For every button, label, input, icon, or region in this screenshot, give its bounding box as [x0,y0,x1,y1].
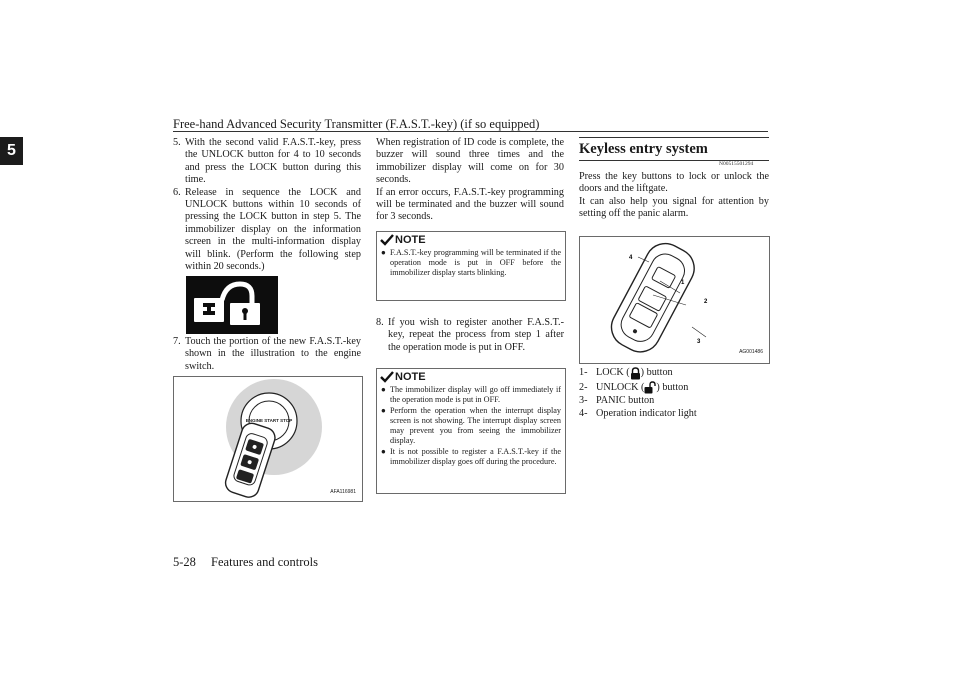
step-5 [173,137,361,187]
step-8-num: 8. [376,317,384,328]
note-box-1 [376,231,566,301]
footer-section: Features and controls [211,555,318,569]
note-2-label: NOTE [395,371,426,383]
callout-3: 3 [697,339,701,345]
step-8-block [376,317,564,354]
unlock-icon [644,381,656,394]
step-6 [173,187,361,274]
engine-switch-label: ENGINE START STOP [245,418,293,423]
step-8 [376,317,564,354]
key-legend [579,366,769,421]
left-figure-code: AFA116981 [330,489,356,495]
right-figure-code: AG001486 [739,349,763,355]
note-check-icon [379,370,395,384]
callout-4: 4 [629,255,633,261]
header-rule [173,131,768,132]
section-code: N00515501294 [719,161,754,167]
immobilizer-display-icon [186,276,278,334]
note-1-item: ● F.A.S.T.-key programming will be terminated if the operation mode is put in OFF before the immobilizer display starts blinking. [381,248,561,277]
step-8-text: If you wish to register another F.A.S.T.-key, repeat the process from step 1 after the operation mode is put in OFF. [388,317,564,353]
page-number: 5-28 [173,555,196,569]
lock-icon [630,367,641,380]
note-2-item: ● Perform the operation when the interrupt display screen is not showing. The interrupt display screen may prevent you from seeing the immobilizer display. [381,406,561,445]
key-fob-figure [579,236,770,364]
legend-item-panic: 3- PANIC button [579,395,655,407]
step-7 [173,336,361,373]
step-5-num: 5. [173,137,181,148]
middle-column [376,137,564,224]
note-2-item: ● It is not possible to register a F.A.S.T.-key if the immobilizer display goes off during the procedure. [381,447,561,466]
legend-item-lock: 1- LOCK ( ) button [579,367,673,379]
step-7-text: Touch the portion of the new F.A.S.T.-key shown in the illustration to the engine switch. [185,336,361,372]
legend-item-indicator: 4- Operation indicator light [579,408,697,420]
error-text: If an error occurs, F.A.S.T.-key programming will be terminated and the buzzer will sound for 3 seconds. [376,186,564,223]
chapter-tab: 5 [0,137,23,165]
legend-item-unlock: 2- UNLOCK ( ) button [579,381,689,393]
engine-switch-figure [173,376,363,502]
right-column-text [579,171,769,221]
note-check-icon [379,233,395,247]
callout-1: 1 [681,280,685,286]
step-5-text: With the second valid F.A.S.T.-key, press the UNLOCK button for 4 to 10 seconds and press the LOCK button during this time. [185,137,361,186]
keyless-para-1: Press the key buttons to lock or unlock the doors and the liftgate. [579,171,769,195]
step-6-text: Release in sequence the LOCK and UNLOCK buttons within 10 seconds of pressing the LOCK button in step 5. The immobilizer display on the information screen in the multi-information display will blink. (Perform the following step within 20 seconds.) [185,186,361,273]
registration-complete-text: When registration of ID code is complete, the buzzer will sound three times and the immobilizer display will come on for 30 seconds. [376,137,564,186]
section-heading: Keyless entry system [579,137,769,161]
step-7-num: 7. [173,336,181,347]
step-6-num: 6. [173,186,181,198]
page-header-title: Free-hand Advanced Security Transmitter (F.A.S.T.-key) (if so equipped) [173,117,540,131]
note-box-2 [376,368,566,494]
note-1-header [377,232,565,248]
left-column [173,137,361,273]
note-1-label: NOTE [395,234,426,246]
keyless-para-2: It can also help you signal for attention by setting off the panic alarm. [579,195,769,220]
note-2-item: ● The immobilizer display will go off immediately if the operation mode is put in OFF. [381,385,561,404]
left-column-step7 [173,336,361,373]
page-footer [173,555,330,570]
note-2-header [377,369,565,385]
callout-2: 2 [704,299,708,305]
